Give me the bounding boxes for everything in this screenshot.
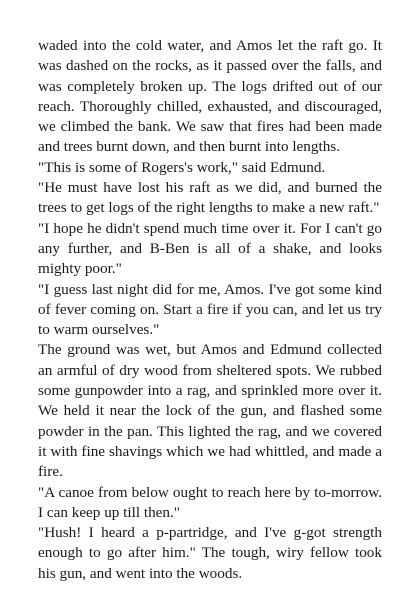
paragraph-lost-raft: "He must have lost his raft as we did, and burned the trees to get logs of the right lengths to make a new raft." — [38, 179, 382, 217]
paragraph-cant-go-further: "I hope he didn't spend much time over it. For I can't go any further, and B-Ben is all of a shake, and looks mighty poor." — [38, 219, 382, 278]
paragraph-partridge: "Hush! I heard a p-partridge, and I've g-got strength enough to go after him." The tough, wiry fellow took his gun, and went into the woods. — [38, 524, 382, 582]
paragraph-rogers-work: "This is some of Rogers's work," said Edmund. — [38, 158, 326, 176]
paragraph-canoe: "A canoe from below ought to reach here by to-morrow. I can keep up till then." — [38, 483, 382, 521]
paragraph-making-fire: The ground was wet, but Amos and Edmund collected an armful of dry wood from sheltered spots. We rubbed some gunpowder into a rag, and sprinkled more over it. We held it near the lock of the gun, and flashed some powder in the pan. This lighted the rag, and we covered it with fine shavings which we had whittled, and made a fire. — [38, 341, 382, 481]
page-body — [38, 36, 382, 584]
paragraph-fever: "I guess last night did for me, Amos. I've got some kind of fever coming on. Start a fire if you can, and let us try to warm ourselves." — [38, 280, 382, 339]
paragraph-raft-broken: waded into the cold water, and Amos let the raft go. It was dashed on the rocks, as it passed over the falls, and was completely broken up. The logs drifted out of our reach. Thoroughly chilled, exhausted, and discouraged, we climbed the bank. We saw that fires had been made and trees burnt down, and then burnt into lengths. — [38, 37, 382, 156]
